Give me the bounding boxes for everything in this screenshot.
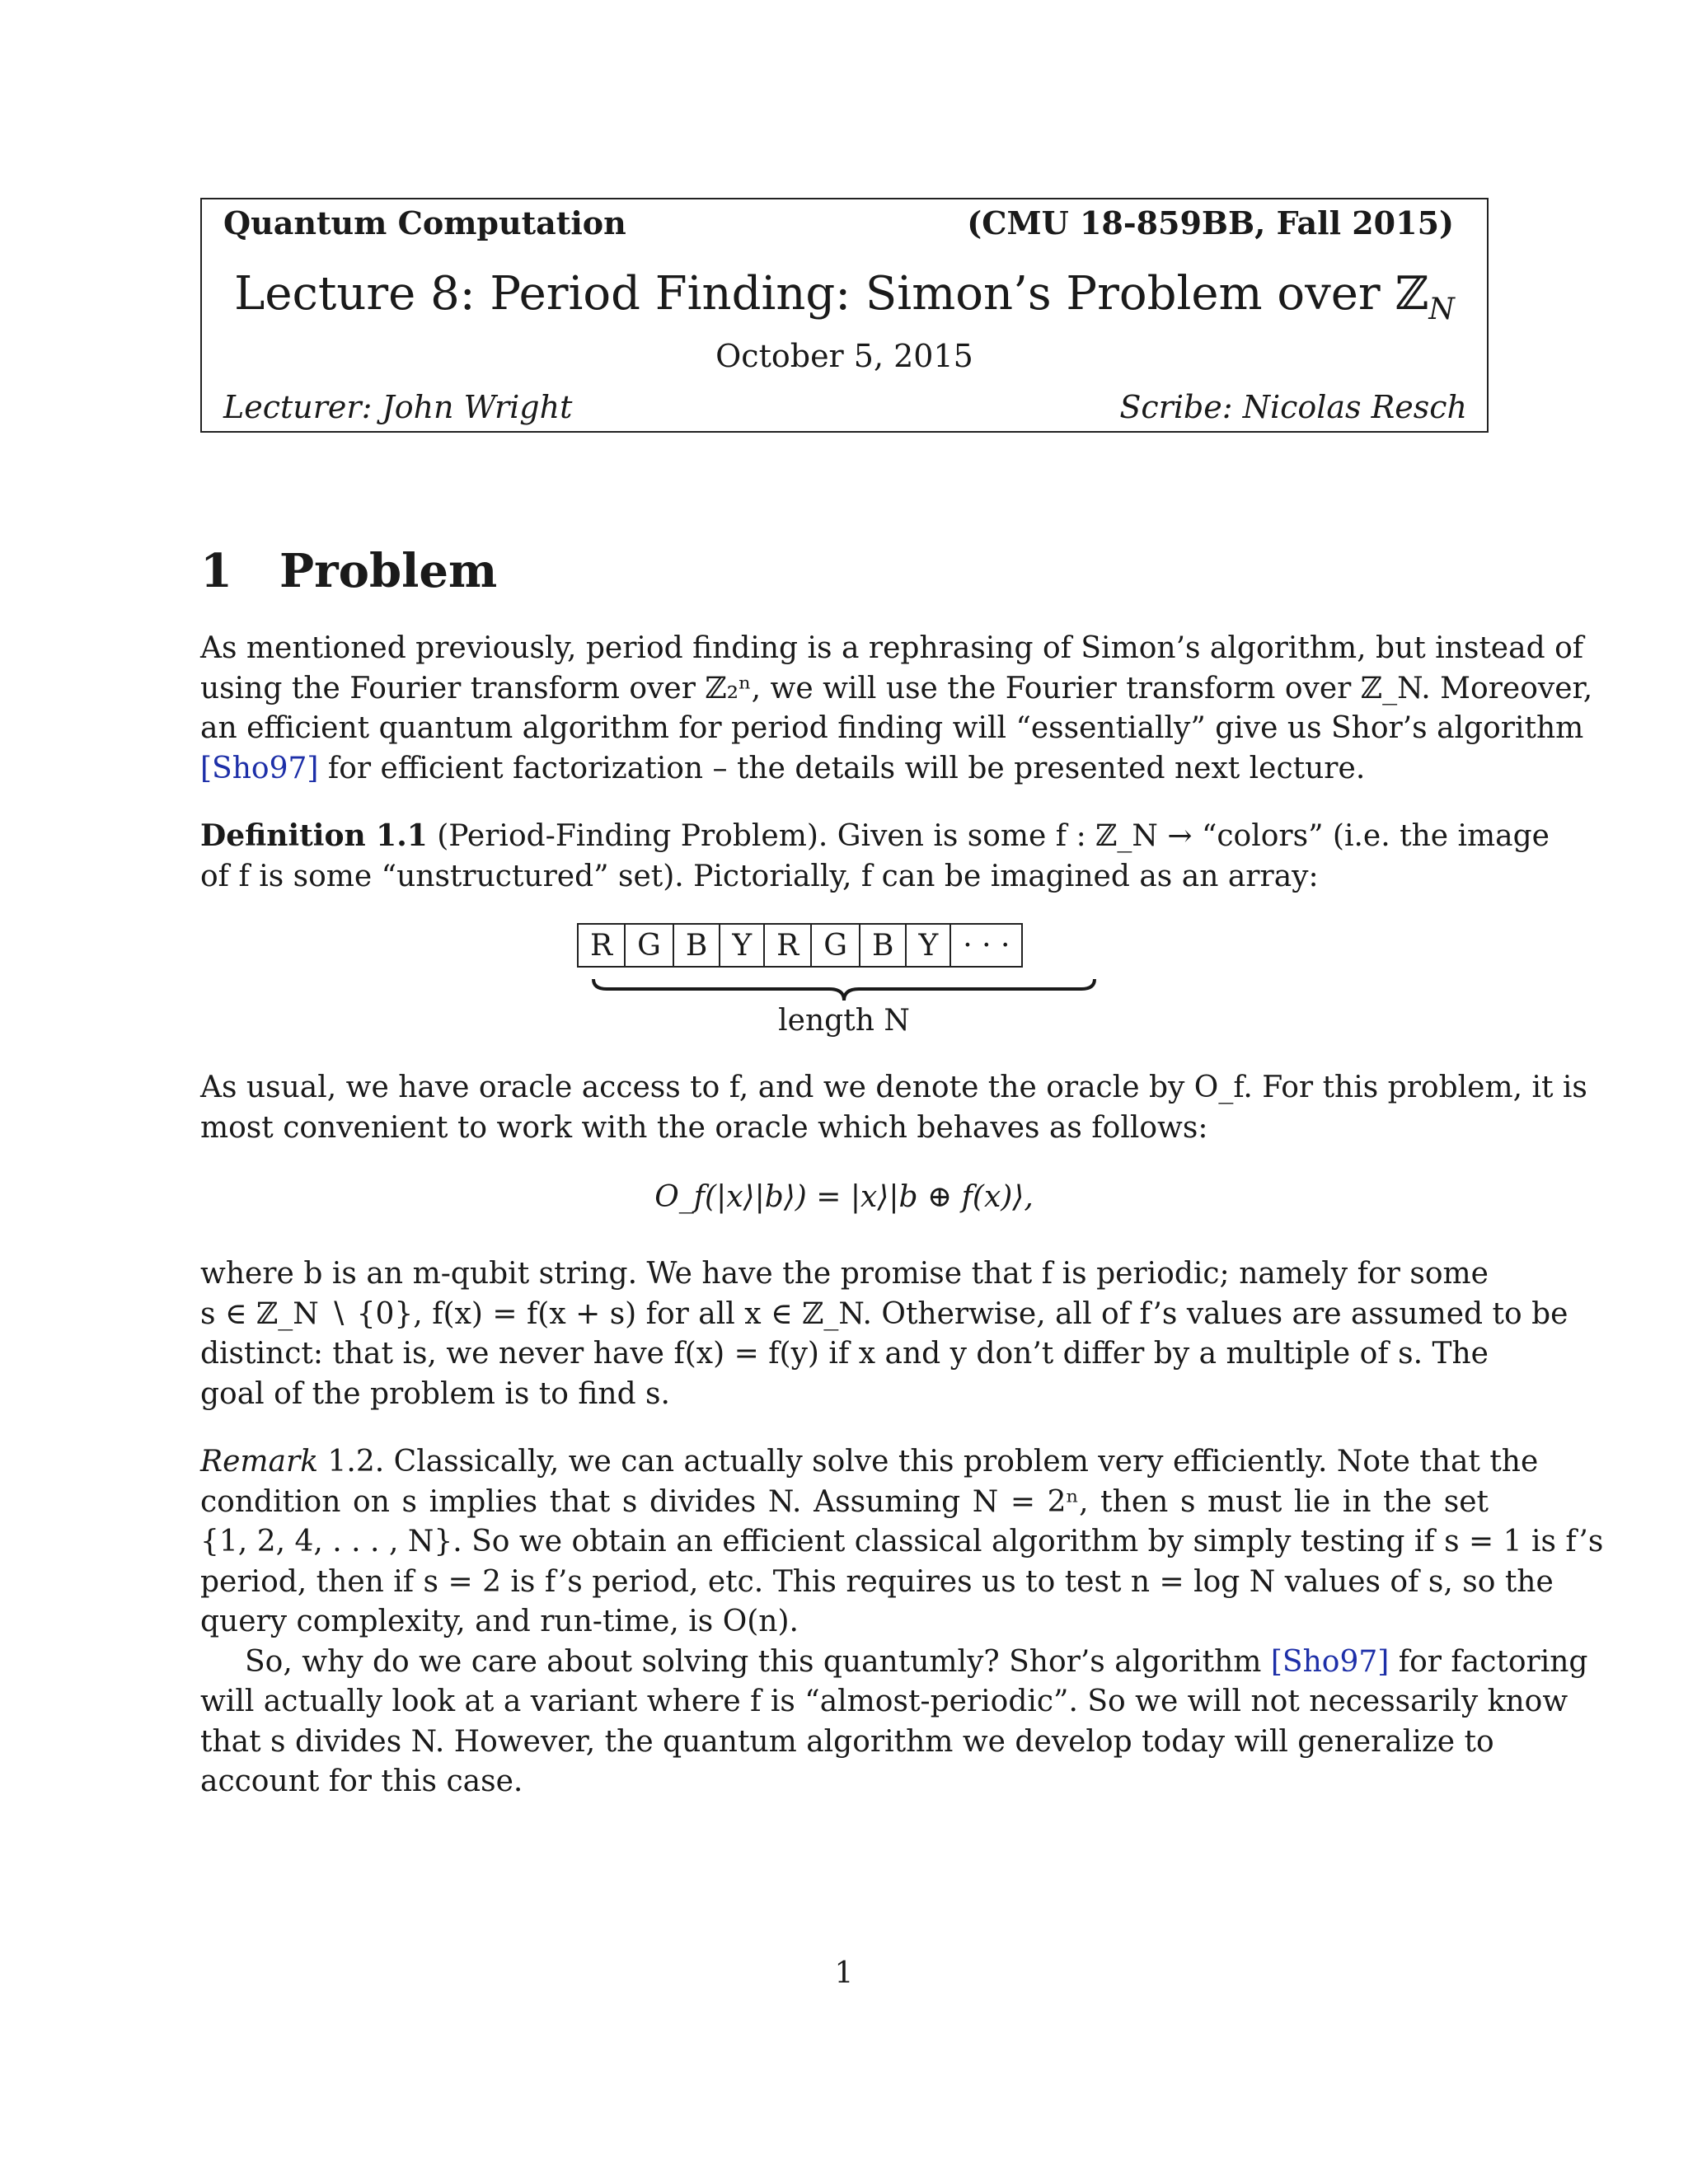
remark-number: 1.2.: [327, 1445, 385, 1479]
lecturer-name: John Wright: [382, 389, 573, 425]
array-cell: Y: [720, 924, 764, 967]
lecture-title-text: Lecture 8: Period Finding: Simon’s Problem over ℤ: [234, 267, 1429, 321]
array-cell: G: [625, 924, 673, 967]
definition-text: Given is some f : ℤ_N → “colors” (i.e. the image: [837, 819, 1550, 853]
promise-paragraph: [200, 1254, 1568, 1414]
array-cell: B: [860, 924, 906, 967]
definition-line: [200, 816, 1550, 857]
lecturer-line: [223, 389, 572, 425]
array-cell: Y: [906, 924, 950, 967]
array-cell: G: [811, 924, 860, 967]
remark-block: [200, 1442, 1604, 1802]
lecture-title-subscript: N: [1428, 293, 1455, 327]
remark-line: [200, 1442, 1539, 1483]
closing-line: will actually look at a variant where f is “almost-periodic”. So we will not necessarily know: [200, 1685, 1568, 1718]
intro-paragraph: [200, 629, 1593, 789]
array-length-label: length N: [778, 1004, 910, 1038]
lecture-title: [202, 267, 1487, 326]
definition-label: Definition 1.1: [200, 818, 428, 853]
closing-line: account for this case.: [200, 1765, 523, 1798]
lecturer-label: Lecturer:: [223, 389, 373, 425]
definition-name: (Period-Finding Problem).: [437, 819, 828, 853]
oracle-equation: O_f(|x⟩|b⟩) = |x⟩|b ⊕ f(x)⟩,: [654, 1180, 1034, 1214]
section-title: Problem: [279, 544, 498, 598]
section-number: 1: [200, 544, 232, 598]
definition-block: [200, 816, 1550, 897]
oracle-paragraph: [200, 1068, 1587, 1148]
promise-line: s ∈ ℤ_N ∖ {0}, f(x) = f(x + s) for all x ∈ ℤ_N. Otherwise, all of f’s values are assumed to be: [200, 1296, 1568, 1331]
promise-line: distinct: that is, we never have f(x) = f(y) if x and y don’t differ by a multiple of s. The: [200, 1337, 1489, 1371]
closing-line: [200, 1643, 1588, 1683]
closing-line: that s divides N. However, the quantum algorithm we develop today will generalize to: [200, 1724, 1494, 1759]
promise-line: where b is an m-qubit string. We have the promise that f is periodic; namely for some: [200, 1257, 1489, 1291]
array-cell: B: [673, 924, 720, 967]
oracle-line: most convenient to work with the oracle which behaves as follows:: [200, 1110, 1208, 1145]
closing-text: So, why do we care about solving this quantumly? Shor’s algorithm: [245, 1644, 1262, 1679]
course-code: (CMU 18-859BB, Fall 2015): [967, 204, 1454, 241]
remark-line: query complexity, and run-time, is O(n).: [200, 1605, 799, 1638]
scribe-label: Scribe:: [1119, 389, 1233, 425]
remark-line: {1, 2, 4, . . . , N}. So we obtain an efficient classical algorithm by simply testing if s = 1 is f’s: [200, 1525, 1604, 1558]
array-cell: R: [578, 924, 625, 967]
scribe-name: Nicolas Resch: [1242, 389, 1467, 425]
intro-line: As mentioned previously, period finding is a rephrasing of Simon’s algorithm, but instead of: [200, 631, 1584, 665]
intro-line-with-citation: [200, 749, 1489, 790]
citation-link[interactable]: [Sho97]: [200, 751, 319, 785]
intro-line: an efficient quantum algorithm for period finding will “essentially” give us Shor’s algorithm: [200, 711, 1584, 745]
citation-link[interactable]: [Sho97]: [1270, 1644, 1390, 1679]
array-cell: R: [764, 924, 811, 967]
page-number: 1: [834, 1957, 854, 1990]
section-heading: [200, 544, 497, 598]
remark-line: period, then if s = 2 is f’s period, etc. This requires us to test n = log N values of s, so the: [200, 1564, 1554, 1599]
remark-label: Remark: [200, 1445, 319, 1479]
lecture-date: October 5, 2015: [715, 338, 973, 374]
remark-line: condition on s implies that s divides N. Assuming N = 2ⁿ, then s must lie in the set: [200, 1484, 1489, 1519]
course-name: Quantum Computation: [223, 204, 626, 241]
closing-text: for factoring: [1398, 1644, 1588, 1679]
remark-text: Classically, we can actually solve this problem very efficiently. Note that the: [393, 1445, 1539, 1479]
oracle-line: As usual, we have oracle access to f, and we denote the oracle by O_f. For this problem, it is: [200, 1071, 1587, 1104]
array-cell: · · ·: [950, 924, 1022, 967]
scribe-line: [1119, 389, 1467, 425]
definition-line: of f is some “unstructured” set). Pictorially, f can be imagined as an array:: [200, 859, 1319, 893]
color-array-row: [578, 924, 1022, 967]
underbrace: [592, 977, 1096, 1004]
color-array: [577, 923, 1023, 968]
promise-line: goal of the problem is to find s.: [200, 1376, 670, 1411]
intro-line: using the Fourier transform over ℤ₂ⁿ, we will use the Fourier transform over ℤ_N. Moreover,: [200, 671, 1593, 705]
intro-line: for efficient factorization – the details will be presented next lecture.: [327, 751, 1366, 785]
lecture-header-box: [200, 198, 1489, 433]
